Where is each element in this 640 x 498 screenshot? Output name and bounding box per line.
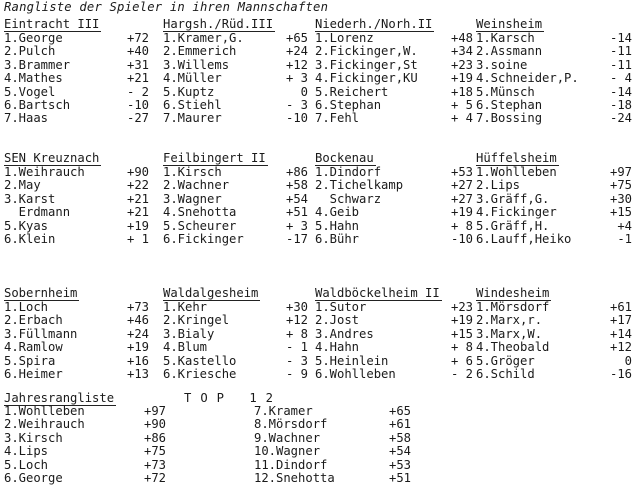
annual-top12-section	[4, 392, 464, 485]
player-row	[4, 301, 160, 314]
player-row	[163, 206, 319, 219]
player-score: +30	[609, 191, 632, 206]
player-row	[476, 179, 632, 192]
player-name: 7.Fehl	[315, 111, 360, 126]
team-name: Hargsh./Rüd.III	[163, 17, 274, 31]
player-row	[4, 355, 160, 368]
player-score: +15	[450, 326, 473, 341]
player-score: - 3	[285, 353, 308, 368]
player-name: 3.soine	[476, 57, 528, 72]
player-row	[476, 328, 632, 341]
player-row	[315, 301, 471, 314]
player-score: -11	[609, 57, 632, 72]
player-row	[163, 233, 319, 246]
player-score: +58	[285, 178, 308, 193]
player-name: 4.Blum	[163, 340, 208, 355]
player-row	[315, 179, 471, 192]
player-name: 1.Mörsdorf	[476, 300, 550, 314]
player-row	[4, 341, 160, 354]
player-score: + 4	[450, 111, 473, 126]
player-name: 6.Heimer	[4, 366, 63, 381]
player-name: 3.Marx,W.	[476, 326, 543, 341]
player-name: 1.Dindorf	[315, 165, 382, 179]
player-score: +34	[450, 44, 473, 59]
player-name: 6.Klein	[4, 231, 56, 246]
player-name: 4.Snehotta	[163, 205, 237, 220]
player-row	[476, 193, 632, 206]
player-score: + 8	[450, 340, 473, 355]
top12-subheading: TOP 12	[184, 391, 283, 405]
top12-heading: Jahresrangliste	[4, 391, 115, 405]
player-score: -14	[609, 31, 632, 45]
player-name: 3.Fickinger,St	[315, 57, 418, 72]
player-row	[163, 72, 319, 85]
player-name: 4.Geib	[315, 205, 360, 220]
player-name: 2.Lips	[476, 178, 521, 193]
player-row	[4, 112, 160, 125]
player-name: 2.Jost	[315, 313, 360, 328]
player-name: 6.Bartsch	[4, 97, 71, 112]
player-score: -17	[285, 231, 308, 246]
player-name: 1.Lorenz	[315, 31, 374, 45]
player-score: - 2	[126, 84, 149, 99]
player-name: 7.Haas	[4, 111, 49, 126]
player-name: 2.May	[4, 178, 41, 193]
top12-score: +61	[389, 417, 412, 432]
player-score: +27	[450, 191, 473, 206]
player-score: +23	[450, 57, 473, 72]
top12-score: +75	[144, 444, 167, 459]
player-score: + 6	[450, 353, 473, 368]
player-name: 2.Assmann	[476, 44, 543, 59]
player-name: 5.Vogel	[4, 84, 56, 99]
player-name: 5.Kuptz	[163, 84, 215, 99]
player-row	[163, 355, 319, 368]
player-score: +23	[450, 300, 473, 314]
player-row	[315, 99, 471, 112]
player-score: +27	[450, 178, 473, 193]
player-score: +51	[285, 205, 308, 220]
player-row	[476, 301, 632, 314]
player-score: +18	[450, 84, 473, 99]
top12-score: +53	[389, 457, 412, 472]
top12-player: 8.Mörsdorf	[254, 417, 328, 432]
player-row	[163, 328, 319, 341]
player-score: +61	[609, 300, 632, 314]
player-score: +54	[285, 191, 308, 206]
player-row	[476, 368, 632, 381]
player-score: +12	[285, 57, 308, 72]
player-score: - 9	[285, 366, 308, 381]
player-row	[163, 99, 319, 112]
player-score: +17	[609, 313, 632, 328]
player-row	[4, 72, 160, 85]
player-score: -24	[609, 111, 632, 126]
player-name: 3.Füllmann	[4, 326, 78, 341]
team-block	[4, 287, 160, 381]
player-score: +13	[126, 366, 149, 381]
top12-player: 4.Lips	[4, 444, 49, 459]
player-name: 4.Fickinger	[476, 205, 557, 220]
player-score: +19	[450, 71, 473, 86]
player-name: 5.Heinlein	[315, 353, 389, 368]
player-name: 2.Kringel	[163, 313, 230, 328]
player-name: 4.Schneider,P.	[476, 71, 579, 86]
player-name: 1.Kramer,G.	[163, 31, 244, 45]
player-row	[4, 193, 160, 206]
player-score: - 4	[609, 71, 632, 86]
player-score: +30	[285, 300, 308, 314]
player-row	[315, 355, 471, 368]
team-block	[476, 287, 632, 381]
player-row	[315, 112, 471, 125]
player-score: -1	[617, 231, 632, 246]
player-name: 6.Kriesche	[163, 366, 237, 381]
player-row	[163, 112, 319, 125]
player-name: 5.Gräff,H.	[476, 218, 550, 233]
player-row	[4, 233, 160, 246]
player-row	[476, 45, 632, 58]
player-name: 2.Marx,r.	[476, 313, 543, 328]
player-name: 3.Willems	[163, 57, 230, 72]
player-name: 2.Wachner	[163, 178, 230, 193]
player-name: 6.Stiehl	[163, 97, 222, 112]
team-name: Waldböckelheim II	[315, 286, 440, 300]
player-row	[163, 368, 319, 381]
top12-player: 7.Kramer	[254, 404, 313, 418]
top12-row	[4, 405, 464, 418]
player-name: 5.Reichert	[315, 84, 389, 99]
player-score: +24	[126, 326, 149, 341]
player-row	[163, 45, 319, 58]
player-score: -10	[285, 111, 308, 126]
top12-player: 5.Loch	[4, 457, 49, 472]
team-name: Niederh./Norh.II	[315, 17, 433, 31]
player-score: - 3	[285, 97, 308, 112]
player-score: + 8	[285, 326, 308, 341]
team-block	[163, 152, 319, 246]
top12-score: +73	[144, 457, 167, 472]
player-score: +65	[285, 31, 308, 45]
player-row	[315, 45, 471, 58]
player-score: -10	[126, 97, 149, 112]
team-name: Hüffelsheim	[476, 151, 557, 165]
player-name: 3.Bialy	[163, 326, 215, 341]
player-name: 4.Hahn	[315, 340, 360, 355]
team-name: Windesheim	[476, 286, 550, 300]
player-score: -16	[609, 366, 632, 381]
player-row	[315, 86, 471, 99]
player-row	[315, 59, 471, 72]
player-score: +21	[126, 71, 149, 86]
team-name: Sobernheim	[4, 286, 78, 300]
player-name: 4.Mathes	[4, 71, 63, 86]
player-score: +15	[609, 205, 632, 220]
player-score: - 1	[285, 340, 308, 355]
player-row	[4, 45, 160, 58]
top12-player: 10.Wagner	[254, 444, 321, 459]
player-score: +72	[126, 31, 149, 45]
player-row	[163, 220, 319, 233]
player-score: +19	[126, 340, 149, 355]
player-row	[476, 341, 632, 354]
player-score: +4	[617, 218, 632, 233]
team-name: SEN Kreuznach	[4, 151, 100, 165]
player-name: 2.Pulch	[4, 44, 56, 59]
player-score: -11	[609, 44, 632, 59]
player-name: 2.Emmerich	[163, 44, 237, 59]
top12-list	[4, 405, 464, 485]
player-row	[476, 220, 632, 233]
player-name: 6.Schild	[476, 366, 535, 381]
player-name: 5.Spira	[4, 353, 56, 368]
player-score: +40	[126, 44, 149, 59]
team-block	[4, 18, 160, 126]
player-score: -18	[609, 97, 632, 112]
top12-player: 1.Wohlleben	[4, 404, 85, 418]
player-name: 6.Stephan	[315, 97, 382, 112]
player-name: 4.Ramlow	[4, 340, 63, 355]
player-name: 1.Karsch	[476, 31, 535, 45]
player-name: 5.Kastello	[163, 353, 237, 368]
player-row	[4, 328, 160, 341]
player-name: 7.Maurer	[163, 111, 222, 126]
player-name: 3.Andres	[315, 326, 374, 341]
player-name: 2.Fickinger,W.	[315, 44, 418, 59]
player-name: 6.Stephan	[476, 97, 543, 112]
player-row	[4, 314, 160, 327]
team-block	[315, 287, 471, 381]
player-score: +48	[450, 31, 473, 45]
player-name: 1.Kehr	[163, 300, 208, 314]
player-row	[315, 328, 471, 341]
player-score: + 8	[450, 218, 473, 233]
team-block	[163, 18, 319, 126]
top12-score: +97	[144, 404, 167, 418]
player-name: 5.Münsch	[476, 84, 535, 99]
player-row	[476, 314, 632, 327]
player-row	[163, 166, 319, 179]
player-score: 0	[300, 84, 308, 99]
player-row	[315, 233, 471, 246]
player-name: 5.Scheurer	[163, 218, 237, 233]
player-name: 6.Lauff,Heiko	[476, 231, 572, 246]
team-block	[4, 152, 160, 246]
team-block	[315, 18, 471, 126]
top12-score: +72	[144, 470, 167, 485]
player-score: +86	[285, 165, 308, 179]
player-name: 4.Müller	[163, 71, 222, 86]
player-name: 2.Tichelkamp	[315, 178, 404, 193]
player-row	[4, 32, 160, 45]
top12-player: 3.Kirsch	[4, 430, 63, 445]
top12-row	[4, 432, 464, 445]
team-name: Bockenau	[315, 151, 374, 165]
team-block	[476, 152, 632, 246]
player-score: 0	[624, 353, 632, 368]
player-name: 1.Weihrauch	[4, 165, 85, 179]
team-block	[315, 152, 471, 246]
player-row	[476, 99, 632, 112]
player-score: +21	[126, 205, 149, 220]
player-name: 4.Fickinger,KU	[315, 71, 418, 86]
player-row	[163, 341, 319, 354]
player-score: +46	[126, 313, 149, 328]
top12-player: 2.Weihrauch	[4, 417, 85, 432]
player-row	[476, 59, 632, 72]
player-row	[4, 368, 160, 381]
player-score: +73	[126, 300, 149, 314]
player-row	[4, 179, 160, 192]
team-name: Eintracht III	[4, 17, 100, 31]
player-score: +22	[126, 178, 149, 193]
top12-row	[4, 459, 464, 472]
player-score: + 3	[285, 218, 308, 233]
player-row	[476, 233, 632, 246]
top12-score: +51	[389, 470, 412, 485]
player-score: + 5	[450, 97, 473, 112]
player-row	[476, 355, 632, 368]
player-row	[476, 32, 632, 45]
player-row	[163, 179, 319, 192]
top12-player: 11.Dindorf	[254, 457, 328, 472]
player-name: Schwarz	[315, 191, 382, 206]
player-row	[315, 193, 471, 206]
player-score: +21	[126, 191, 149, 206]
top12-player: 6.George	[4, 470, 63, 485]
player-name: 7.Bossing	[476, 111, 543, 126]
player-name: 6.Bühr	[315, 231, 360, 246]
player-row	[315, 206, 471, 219]
player-score: +75	[609, 178, 632, 193]
player-row	[476, 206, 632, 219]
top12-score: +65	[389, 404, 412, 418]
top12-row	[4, 418, 464, 431]
player-row	[163, 32, 319, 45]
player-row	[163, 314, 319, 327]
team-block	[163, 287, 319, 381]
player-score: +19	[126, 218, 149, 233]
player-score: +19	[450, 313, 473, 328]
player-score: +14	[609, 326, 632, 341]
player-row	[4, 59, 160, 72]
player-name: 1.Wohlleben	[476, 165, 557, 179]
player-name: 1.George	[4, 31, 63, 45]
player-row	[315, 32, 471, 45]
player-name: 5.Hahn	[315, 218, 360, 233]
page-title: Rangliste der Spieler in ihren Mannschaften	[4, 0, 329, 14]
player-name: 6.Wohlleben	[315, 366, 396, 381]
top12-score: +90	[144, 417, 167, 432]
player-row	[163, 193, 319, 206]
top12-row	[4, 472, 464, 485]
team-block	[476, 18, 632, 126]
top12-player: 12.Snehotta	[254, 470, 335, 485]
player-row	[476, 72, 632, 85]
player-score: +12	[609, 340, 632, 355]
player-score: +97	[609, 165, 632, 179]
player-row	[4, 166, 160, 179]
top12-player: 9.Wachner	[254, 430, 321, 445]
player-score: +12	[285, 313, 308, 328]
player-name: 1.Sutor	[315, 300, 367, 314]
player-score: +53	[450, 165, 473, 179]
player-name: 2.Erbach	[4, 313, 63, 328]
player-score: +31	[126, 57, 149, 72]
player-row	[476, 166, 632, 179]
player-name: 1.Kirsch	[163, 165, 222, 179]
player-name: 5.Gröger	[476, 353, 535, 368]
top12-score: +58	[389, 430, 412, 445]
player-row	[315, 368, 471, 381]
player-name: 3.Brammer	[4, 57, 71, 72]
player-row	[163, 59, 319, 72]
top12-row	[4, 445, 464, 458]
player-row	[476, 86, 632, 99]
top12-score: +54	[389, 444, 412, 459]
player-score: + 1	[126, 231, 149, 246]
player-row	[315, 341, 471, 354]
player-row	[315, 72, 471, 85]
player-row	[476, 112, 632, 125]
player-row	[4, 206, 160, 219]
player-name: 3.Gräff,G.	[476, 191, 550, 206]
player-score: +90	[126, 165, 149, 179]
team-name: Weinsheim	[476, 17, 543, 31]
player-row	[315, 220, 471, 233]
player-name: 5.Kyas	[4, 218, 49, 233]
player-name: 6.Fickinger	[163, 231, 244, 246]
player-name: 3.Wagner	[163, 191, 222, 206]
player-row	[163, 86, 319, 99]
player-row	[4, 86, 160, 99]
player-score: -27	[126, 111, 149, 126]
player-score: +19	[450, 205, 473, 220]
player-row	[315, 314, 471, 327]
team-name: Feilbingert II	[163, 151, 266, 165]
top12-score: +86	[144, 430, 167, 445]
player-name: 1.Loch	[4, 300, 49, 314]
player-row	[4, 220, 160, 233]
player-name: Erdmann	[4, 205, 71, 220]
team-name: Waldalgesheim	[163, 286, 259, 300]
player-name: 4.Theobald	[476, 340, 550, 355]
player-score: -14	[609, 84, 632, 99]
player-name: 3.Karst	[4, 191, 56, 206]
player-score: +16	[126, 353, 149, 368]
player-score: + 3	[285, 71, 308, 86]
player-score: - 2	[450, 366, 473, 381]
player-row	[163, 301, 319, 314]
player-score: -10	[450, 231, 473, 246]
player-row	[4, 99, 160, 112]
player-score: +24	[285, 44, 308, 59]
player-row	[315, 166, 471, 179]
